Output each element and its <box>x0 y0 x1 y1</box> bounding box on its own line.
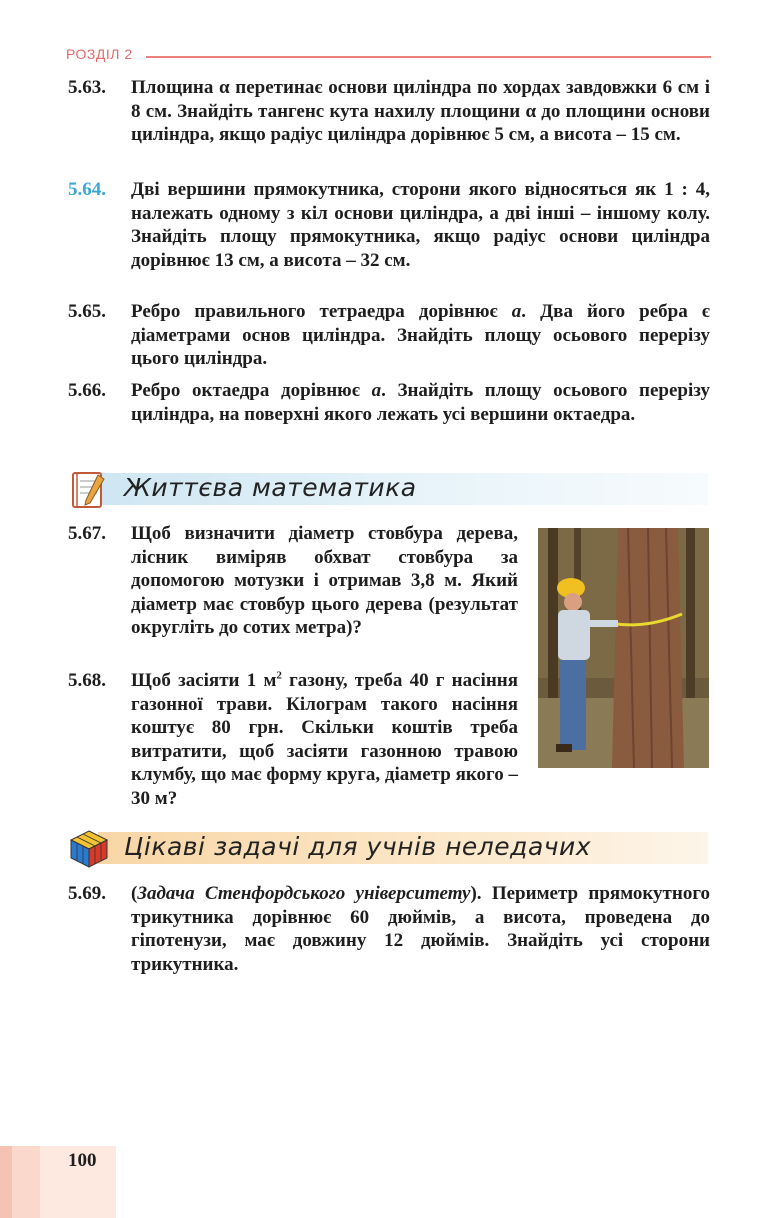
notebook-pencil-icon <box>68 469 110 511</box>
text-part: ). Периметр прямокутного трикутника дорівнює 60 дюймів, а висота, проведена до гіпотенузи, має довжину 12 дюймів. Знайдіть усі сторони трикутника. <box>131 883 710 975</box>
page-header <box>66 44 711 66</box>
problem-5-67 <box>68 522 518 640</box>
text-part: . Знайдіть площу осьового перерізу циліндра, на поверхні якого лежать усі вершини октаедра. <box>131 380 710 425</box>
problem-5-63 <box>68 76 710 147</box>
text-part: Ребро октаедра дорівнює <box>131 380 372 401</box>
text-part: Ребро правильного тетраедра дорівнює <box>131 301 512 322</box>
text-part: ( <box>131 883 138 904</box>
variable-a: a <box>511 301 522 322</box>
page-corner-decoration <box>0 1146 116 1218</box>
chapter-label: РОЗДІЛ 2 <box>66 46 133 62</box>
italic-source: Задача Стенфордського університету <box>137 883 471 904</box>
problem-text: Площина α перетинає основи циліндра по хордах завдовжки 6 см і 8 см. Знайдіть тангенс кута нахилу площини α до площини основи циліндра, якщо радіус циліндра дорівнює 5 см, а висота – 15 см. <box>131 77 710 145</box>
problem-5-65 <box>68 300 710 371</box>
problem-text <box>131 300 710 371</box>
section-title: Життєва математика <box>124 473 417 502</box>
problem-number: 5.67. <box>68 523 106 544</box>
text-part: Щоб засіяти 1 м <box>131 670 277 691</box>
section-banner-life-math <box>68 469 708 507</box>
problem-number: 5.64. <box>68 179 106 200</box>
problem-number: 5.66. <box>68 380 106 401</box>
problem-text: Дві вершини прямокутника, сторони якого відносяться як 1 : 4, належать одному з кіл основи циліндра, а дві інші – іншому колу. Знайдіть площу прямокутника, якщо радіус основи циліндра дорівнює 13 см, а висота – 32 см. <box>131 179 710 271</box>
problem-5-66 <box>68 379 710 426</box>
text-part: газону, треба 40 г насіння газонної трави. Кілограм такого насіння коштує 80 грн. Скільки коштів треба витратити, щоб засіяти газонною травою клумбу, що має форму круга, діаметр якого – 30 м? <box>131 670 518 809</box>
section-banner-interesting-problems <box>68 828 708 866</box>
header-rule <box>146 56 711 58</box>
problem-text <box>131 379 710 426</box>
problem-number: 5.69. <box>68 883 106 904</box>
superscript: 2 <box>276 669 282 682</box>
problem-text: Щоб визначити діаметр стовбура дерева, лісник виміряв обхват стовбура за допомогою мотузки і отримав 3,8 м. Який діаметр має стовбур цього дерева (результат округліть до сотих метра)? <box>131 523 518 638</box>
section-title: Цікаві задачі для учнів неледачих <box>124 832 592 861</box>
variable-a: a <box>371 380 382 401</box>
problem-5-68 <box>68 669 518 810</box>
text-part: . Два його ребра є діаметрами основ циліндра. Знайдіть площу осьового перерізу цього циліндра. <box>131 301 711 369</box>
forester-measuring-tree-photo <box>538 528 709 768</box>
problem-5-69 <box>68 882 710 976</box>
problem-text <box>131 669 518 810</box>
problem-number: 5.65. <box>68 301 106 322</box>
problem-5-64 <box>68 178 710 272</box>
problem-number: 5.68. <box>68 670 106 691</box>
problem-text <box>131 882 710 976</box>
rubiks-cube-icon <box>68 828 110 870</box>
page-number: 100 <box>68 1150 97 1171</box>
problem-number: 5.63. <box>68 77 106 98</box>
